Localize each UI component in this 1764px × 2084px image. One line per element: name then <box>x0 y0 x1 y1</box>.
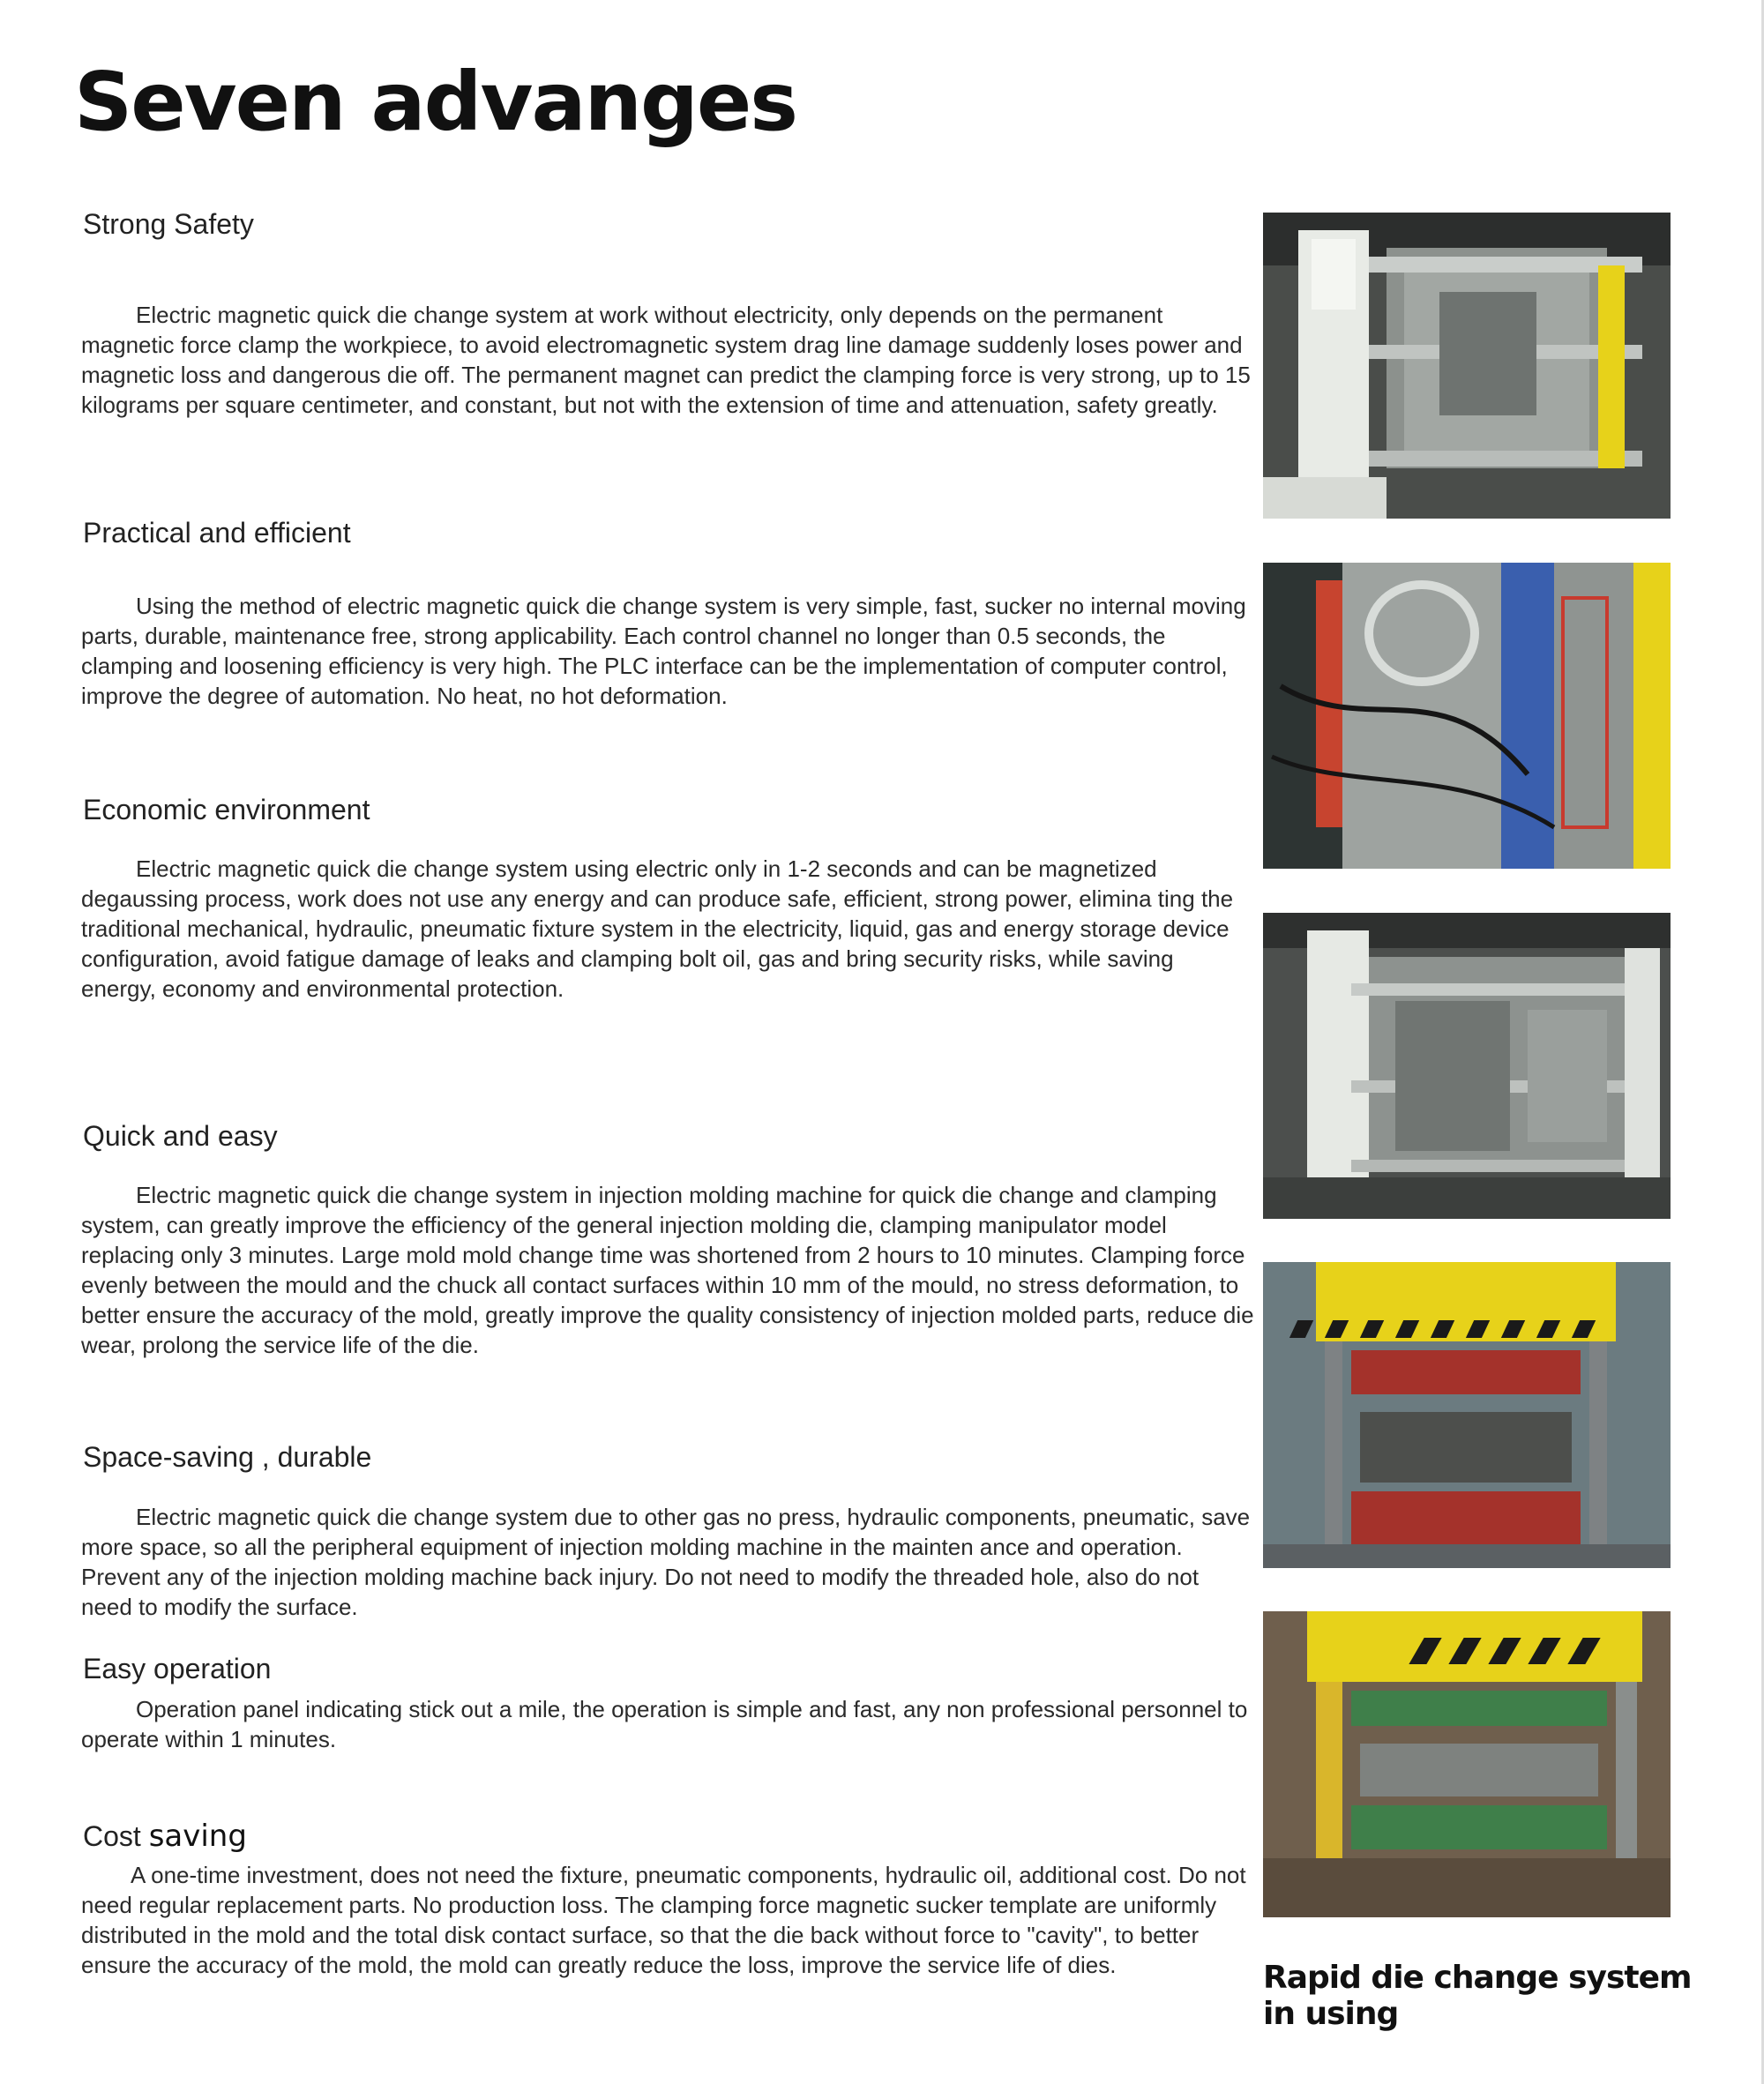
heading-part-cost: Cost <box>83 1820 149 1852</box>
heading-part-saving: saving <box>148 1819 247 1854</box>
section-heading-cost-saving <box>83 1819 247 1854</box>
section-text-strong-safety: Electric magnetic quick die change system at work without electricity, only depends on the permanent magnetic force clamp the workpiece, to avoid electromagnetic system drag line damage suddenly loses power and magnetic loss and dangerous die off. The permanent magnet can predict the clamping force is very strong, up to 15 kilograms per square centimeter, and constant, but not with the extension of time and attenuation, safety greatly. <box>81 302 1251 418</box>
section-heading-strong-safety: Strong Safety <box>83 208 254 240</box>
section-text-economic-environment: Electric magnetic quick die change system using electric only in 1-2 seconds and can be magnetized degaussing process, work does not use any energy and can produce safe, efficient, strong power, elimina ting the traditional mechanical, hydraulic, pneumatic fixture system in the electricity, liquid, gas and energy storage device configuration, avoid fatigue damage of leaks and clamping bolt oil, gas and bring security risks, while saving energy, economy and environmental protection. <box>81 855 1234 1002</box>
photo-injection-machine-2 <box>1263 913 1671 1219</box>
section-heading-quick-easy: Quick and easy <box>83 1120 278 1152</box>
photo-caption: Rapid die change system in using <box>1263 1960 1692 2032</box>
section-text-practical-efficient: Using the method of electric magnetic quick die change system is very simple, fast, sucker no internal moving parts, durable, maintenance free, strong applicability. Each control channel no longer than 0.5 seconds, the clamping and loosening efficiency is very high. The PLC interface can be the implementation of computer control, improve the degree of automation. No heat, no hot deformation. <box>81 593 1246 709</box>
section-text-cost-saving: A one-time investment, does not need the fixture, pneumatic components, hydraulic oil, additional cost. Do not need regular replacement parts. No production loss. The clamping force magnetic sucker template are uniformly distributed in the mold and the total disk contact surface, so that the die back without force to "cavity", to better ensure the accuracy of the mold, the mold can greatly reduce the loss, improve the service life of dies. <box>81 1862 1246 1978</box>
section-text-space-saving: Electric magnetic quick die change system due to other gas no press, hydraulic components, pneumatic, save more space, so all the peripheral equipment of injection molding machine in the mainten ance and operation. Prevent any of the injection molding machine back injury. Do not need to modify the threaded hole, also do not need to modify the surface. <box>81 1504 1251 1620</box>
photo-hydraulic-press-1 <box>1263 1262 1671 1568</box>
section-text-quick-easy: Electric magnetic quick die change system in injection molding machine for quick die change and clamping system, can greatly improve the efficiency of the general injection molding die, clamping manipulator model replacing only 3 minutes. Large mold mold change time was shortened from 2 hours to 10 minutes. Clamping force evenly between the mould and the chuck all contact surfaces within 10 mm of the mould, no stress deformation, to better ensure the accuracy of the mold, greatly improve the quality consistency of injection molded parts, reduce die wear, prolong the service life of the die. <box>81 1182 1254 1358</box>
photo-mold-magnetic-plate <box>1263 563 1671 869</box>
photo-hydraulic-press-2 <box>1263 1611 1671 1917</box>
section-heading-space-saving: Space-saving , durable <box>83 1441 372 1473</box>
section-heading-practical-efficient: Practical and efficient <box>83 517 351 549</box>
section-text-easy-operation: Operation panel indicating stick out a mile, the operation is simple and fast, any non professional personnel to operate within 1 minutes. <box>81 1696 1248 1752</box>
section-heading-easy-operation: Easy operation <box>83 1653 272 1684</box>
photo-injection-machine-1 <box>1263 213 1671 519</box>
section-heading-economic-environment: Economic environment <box>83 794 370 825</box>
page-title: Seven advanges <box>74 55 797 149</box>
